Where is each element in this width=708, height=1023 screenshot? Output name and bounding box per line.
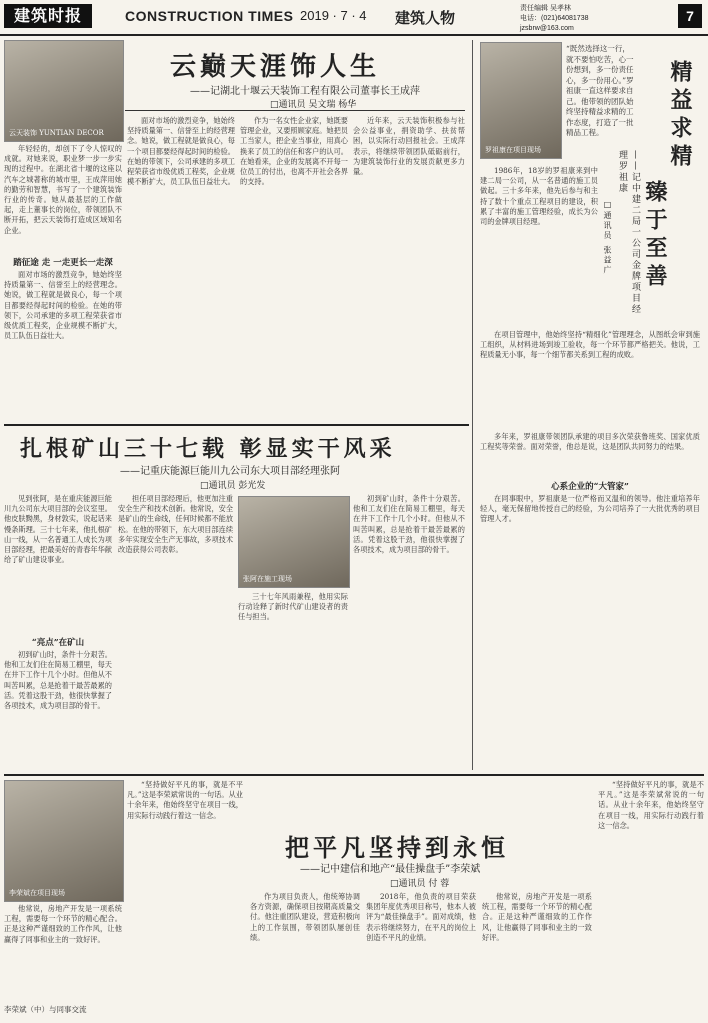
article2-photo-caption: 张阿在施工现场 [243, 575, 292, 583]
article3-column [480, 432, 700, 476]
editor-phone: 电话：(021)64081738 [520, 15, 589, 22]
article2-subtitle: ——记重庆能源巨能川九公司东大项目部经理张阿 [120, 466, 340, 477]
article1-subtitle: ——记湖北十堰云天装饰工程有限公司董事长王成萍 [190, 86, 420, 97]
article4-column [250, 892, 360, 1018]
article4-column [598, 780, 704, 1018]
article1-photo-caption: 云天装饰 YUNTIAN DECOR [9, 129, 104, 137]
article1-subhead: 踏征途 走 一走更长一走深 [13, 258, 113, 268]
paper-title: CONSTRUCTION TIMES [125, 8, 294, 24]
article1-title: 云巅天涯饰人生 [170, 52, 381, 82]
article4-column [4, 904, 122, 1000]
article4-paragraph: “坚持做好平凡的事，就是不平凡。”这是李荣斌常说的一句话。从业十余年来，他始终坚守在项目一线，用实际行动践行着这一信念。 [598, 780, 704, 830]
article1-paragraph: 近年来，云天装饰积极参与社会公益事业，捐资助学、扶贫帮困，以实际行动回报社会。王成萍表示，将继续带领团队砥砺前行，为建筑装饰行业的发展贡献更多力量。 [353, 116, 465, 177]
editor-email: jzsbrw@163.com [520, 25, 574, 32]
article1-paragraph: 面对市场的激烈竞争，她始终坚持质量第一、信誉至上的经营理念。她说，做工程就是做良心，每一个项目都要经得起时间的检验。在她的带领下，公司承建的多项工程荣获省市级优质工程奖，企业规模不断扩大，员工队伍日益壮大。 [4, 270, 122, 341]
article1-column [240, 116, 348, 416]
editor-name: 责任编辑 吴孝林 [520, 5, 571, 12]
article1-column [4, 144, 122, 254]
article1-rule [125, 110, 465, 111]
article4-subtitle: ——记中建信和地产“最佳操盘手”李荣斌 [300, 864, 481, 875]
article2-photo [238, 496, 350, 588]
article1-column [127, 116, 235, 416]
editor-meta [520, 4, 589, 34]
article2-subhead: “亮点”在矿山 [31, 638, 85, 648]
article4-paragraph: 2018年，他负责的项目荣获集团年度优秀项目称号，他本人被评为“最佳操盘手”。面对成绩，他表示将继续努力，在平凡的岗位上创造不平凡的业绩。 [366, 892, 476, 942]
article3-title-part2: 臻于至善 [642, 180, 668, 292]
article3-photo [480, 42, 562, 159]
article4-paragraph: 作为项目负责人，他统筹协调各方资源，确保项目按期高质量交付。他注重团队建设，营造积极向上的工作氛围，带领团队屡创佳绩。 [250, 892, 360, 942]
article1-paragraph: 作为一名女性企业家，她既要管理企业，又要照顾家庭。她把员工当家人，把企业当事业，用真心换来了员工的信任和客户的认可。在她看来，企业的发展离不开每一位员工的付出，也离不开社会各界的支持。 [240, 116, 348, 187]
article4-paragraph: 他常说，房地产开发是一项系统工程，需要每一个环节的精心配合。正是这种严谨细致的工作作风，让他赢得了同事和业主的一致好评。 [4, 904, 122, 944]
article3-byline: □通讯员 张益广 [603, 200, 612, 276]
article2-paragraph: 初到矿山时，条件十分艰苦。他和工友们住在简易工棚里，每天在井下工作十几个小时。但他从不叫苦叫累，总是抢着干最苦最累的活。凭着这股干劲，他很快掌握了各项技术，成为项目部的骨干。 [353, 494, 465, 555]
article4-paragraph: “坚持做好平凡的事，就是不平凡。”这是李荣斌常说的一句话。从业十余年来，他始终坚守在项目一线，用实际行动践行着这一信念。 [127, 780, 243, 820]
article3-quote: “既然选择这一行，就不要怕吃苦，心一份想到，多一份责任心，多一份用心。”罗祖康一直这样要求自己。他带领的团队始终坚持精益求精的工作态度，打造了一批精品工程。 [566, 44, 634, 137]
article2-byline: □通讯员 彭光发 [200, 481, 266, 491]
article1-photo [4, 40, 124, 142]
article1-column [353, 116, 465, 416]
paper-logo: 建筑时报 [4, 4, 92, 28]
article2-column [238, 592, 348, 770]
article4-column [366, 892, 476, 1018]
article2-column [353, 494, 465, 770]
article4-photo [4, 780, 124, 902]
article2-paragraph: 初到矿山时，条件十分艰苦。他和工友们住在简易工棚里，每天在井下工作十几个小时。但他从不叫苦叫累，总是抢着干最苦最累的活。凭着这股干劲，他很快掌握了各项技术，成为项目部的骨干。 [4, 650, 112, 711]
article3-paragraph: 在项目管理中，他始终坚持“精细化”管理理念，从图纸会审到施工组织，从材料进场到竣工验收，每一个环节都严格把关。他说，工程质量无小事，每一个细节都关系到工程的成败。 [480, 330, 700, 360]
article1-byline: □通讯员 吴文瑞 杨华 [270, 100, 357, 110]
article3-column [480, 494, 700, 770]
article4-paragraph: 他常说，房地产开发是一项系统工程，需要每一个环节的精心配合。正是这种严谨细致的工作作风，让他赢得了同事和业主的一致好评。 [482, 892, 592, 942]
article4-caption: 李荣斌（中）与同事交流 [4, 1005, 87, 1014]
article3-photo-caption: 罗祖康在项目现场 [485, 146, 541, 154]
page-number: 7 [678, 4, 702, 28]
article2-column [4, 650, 112, 770]
article2-title: 扎根矿山三十七载 彰显实干风采 [20, 436, 396, 462]
article4-photo-caption: 李荣斌在项目现场 [9, 889, 65, 897]
article1-column [4, 270, 122, 420]
column-divider [472, 40, 473, 770]
issue-date: 2019 · 7 · 4 [300, 8, 367, 23]
section-name: 建筑人物 [395, 9, 456, 27]
article2-column [118, 494, 233, 770]
article3-paragraph: 多年来，罗祖康带领团队承建的项目多次荣获鲁班奖、国家优质工程奖等荣誉。面对荣誉，他总是说，这是团队共同努力的结果。 [480, 432, 700, 452]
article3-paragraph: 在同事眼中，罗祖康是一位严格而又温和的领导。他注重培养年轻人，毫无保留地传授自己的经验，为公司培养了一大批优秀的项目管理人才。 [480, 494, 700, 524]
article3-title-part1: 精益求精 [667, 60, 693, 172]
article3-column [480, 330, 700, 430]
article4-title: 把平凡坚持到永恒 [285, 833, 509, 862]
section-divider [4, 424, 469, 426]
article1-paragraph: 年轻轻的，却创下了令人惊叹的成就。对她来说，职业梦一步一步实现的过程中。在湖北省十堰的这座以汽车之城著称的城市里，王成萍用她的勤劳和智慧，书写了一个建筑装饰行业的传奇。她从最基层的工作做起，走上董事长的岗位，带领团队不断开拓，把云天装饰打造成区域知名企业。 [4, 144, 122, 235]
masthead [0, 0, 708, 36]
article3-paragraph: 1986年，18岁的罗祖康来到中建二局一公司，从一名普通的施工员做起。三十多年来，他先后参与和主持了数十个重点工程项目的建设，积累了丰富的施工管理经验，成长为公司的金牌项目经理。 [480, 166, 598, 227]
article3-subhead: 心系企业的“大管家” [551, 482, 629, 492]
article4-byline: □通讯员 付 蓉 [390, 879, 450, 889]
article3-subtitle: ——记中建二局一公司金牌项目经理罗祖康 [617, 150, 640, 315]
article2-column [4, 494, 112, 632]
article2-paragraph: 三十七年风雨兼程，他用实际行动诠释了新时代矿山建设者的责任与担当。 [238, 592, 348, 622]
article4-column [482, 892, 592, 1018]
article3-column [480, 166, 598, 326]
article1-paragraph: 面对市场的激烈竞争，她始终坚持质量第一、信誉至上的经营理念。她说，做工程就是做良心，每一个项目都要经得起时间的检验。在她的带领下，公司承建的多项工程荣获省市级优质工程奖，企业规模不断扩大，员工队伍日益壮大。 [127, 116, 235, 187]
article2-paragraph: 担任项目部经理后，他更加注重安全生产和技术创新。他常说，安全是矿山的生命线，任何时候都不能放松。在他的带领下，东大项目部连续多年实现安全生产无事故，多项技术改造获得公司表彰。 [118, 494, 233, 555]
article2-paragraph: 见到张阿，是在重庆能源巨能川九公司东大项目部的会议室里。他皮肤黝黑，身材敦实，说起话来慢条斯理。三十七年来，他扎根矿山一线，从一名普通工人成长为项目部经理，把最美好的青春年华献给了矿山建设事业。 [4, 494, 112, 565]
section-divider [4, 774, 704, 776]
article4-column [127, 780, 243, 1018]
